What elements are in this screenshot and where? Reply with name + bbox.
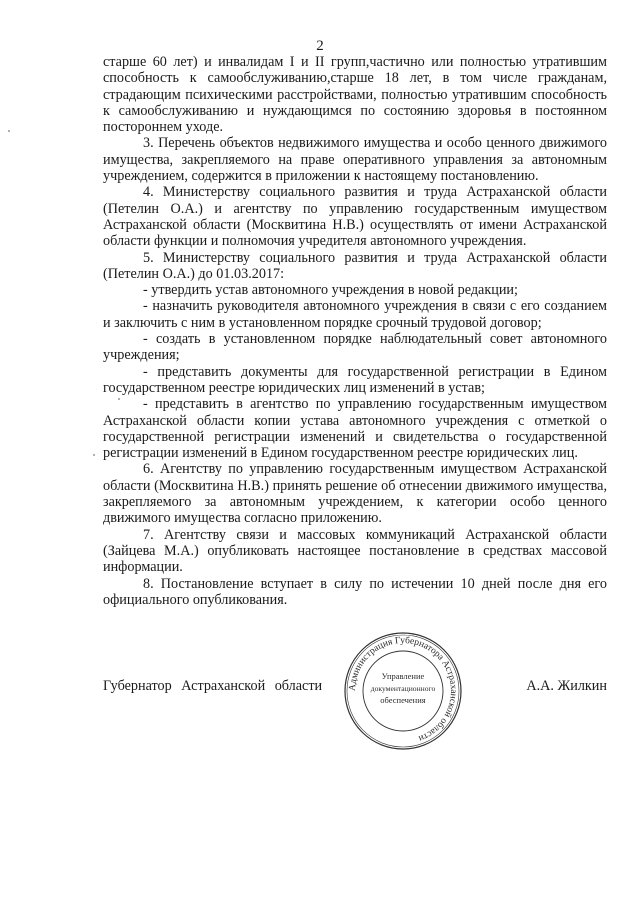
paragraph-item-6: 6. Агентству по управлению государственным имуществом Астраханской области (Москвитина Н.В.) принять решение об отнесении движимого имущества, закрепляемого за автономным учреждением, к категории особо ценного движимого имущества согласно приложению. — [103, 461, 607, 527]
seal-ring-text: Администрация Губернатора Астраханской области — [347, 635, 459, 744]
subitem-appoint-head: - назначить руководителя автономного учреждения в связи с его созданием и заключить с ним в установленном порядке срочный трудовой договор; — [103, 298, 607, 331]
scan-speck — [8, 130, 10, 132]
document-body — [103, 54, 607, 608]
paragraph-continuation: старше 60 лет) и инвалидам I и II групп,частично или полностью утратившим способность к самообслуживанию,старше 18 лет, в том числе гражданам, страдающим психическими расстройствами, полностью утратившим способность к самообслуживанию и нуждающимся по состоянию здоровья в постоянном постороннем уходе. — [103, 54, 607, 136]
scan-speck — [118, 398, 120, 400]
subitem-submit-registration: - представить документы для государственной регистрации в Едином государственном реестре юридических лиц изменений в устав; — [103, 363, 607, 396]
paragraph-item-3: 3. Перечень объектов недвижимого имущества и особо ценного движимого имущества, закрепляемого на праве оперативного управления за автономным учреждением, содержится в приложении к настоящему постановлению. — [103, 135, 607, 185]
paragraph-item-7: 7. Агентству связи и массовых коммуникаций Астраханской области (Зайцева М.А.) опубликовать настоящее постановление в средствах массовой информации. — [103, 526, 607, 576]
paragraph-item-8: 8. Постановление вступает в силу по истечении 10 дней после дня его официального опубликования. — [103, 575, 607, 608]
subitem-create-board: - создать в установленном порядке наблюдательный совет автономного учреждения; — [103, 331, 607, 364]
paragraph-item-5: 5. Министерству социального развития и труда Астраханской области (Петелин О.А.) до 01.03.2017: — [103, 249, 607, 282]
page-number: 2 — [316, 38, 324, 54]
paragraph-item-4: 4. Министерству социального развития и труда Астраханской области (Петелин О.А.) и агентству по управлению государственным имуществом Астраханской области (Москвитина Н.В.) осуществлять от имени Астраханской области функции и полномочия учредителя автономного учреждения. — [103, 184, 607, 250]
signatory-title: Губернатор Астраханской области — [103, 678, 323, 694]
seal-graphic — [342, 630, 464, 752]
svg-text:документационного: документационного — [370, 684, 436, 693]
signatory-name: А.А. Жилкин — [526, 678, 607, 694]
svg-text:обеспечения: обеспечения — [380, 695, 426, 705]
subitem-approve-charter: - утвердить устав автономного учреждения в новой редакции; — [143, 282, 518, 299]
subitem-submit-copies: - представить в агентство по управлению государственным имуществом Астраханской области копии устава автономного учреждения с отметкой о государственной регистрации изменений и свидетельства о государственной регистрации изменений в Едином государственном реестре юридических лиц. — [103, 396, 607, 462]
official-seal-stamp — [342, 630, 464, 752]
scan-speck — [93, 454, 95, 456]
svg-text:Управление: Управление — [381, 671, 425, 681]
